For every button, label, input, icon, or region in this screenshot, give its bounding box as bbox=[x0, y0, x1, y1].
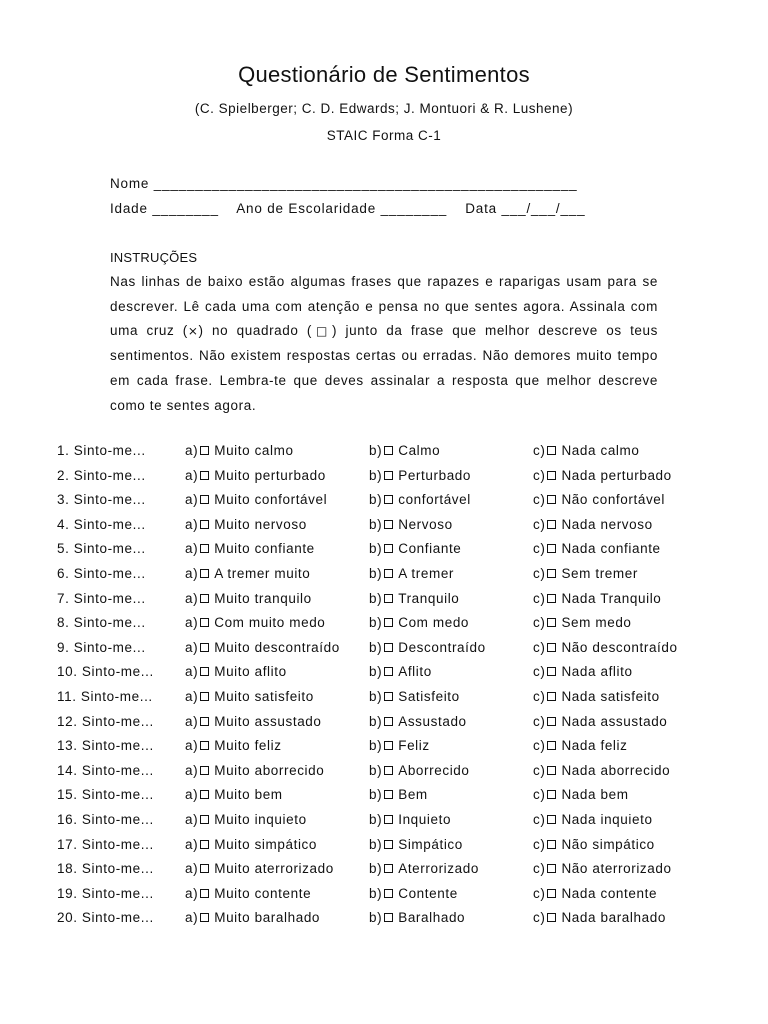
option-letter: b) bbox=[369, 738, 383, 754]
checkbox[interactable] bbox=[200, 717, 209, 726]
option-letter: c) bbox=[533, 492, 546, 508]
item-label: 2. Sinto-me... bbox=[57, 467, 146, 483]
option-a bbox=[185, 615, 325, 630]
item-label: 5. Sinto-me... bbox=[57, 541, 146, 557]
checkbox[interactable] bbox=[200, 618, 209, 627]
option-b bbox=[369, 886, 458, 901]
option-text: Não aterrorizado bbox=[561, 861, 672, 877]
form-label: STAIC Forma C-1 bbox=[326, 128, 442, 143]
option-text: Nada contente bbox=[561, 885, 658, 901]
option-a bbox=[185, 468, 326, 483]
item-label: 6. Sinto-me... bbox=[57, 565, 146, 581]
option-text: Muito assustado bbox=[214, 713, 322, 729]
option-text: Nada satisfeito bbox=[561, 688, 660, 704]
option-a bbox=[185, 787, 283, 802]
option-text: Muito baralhado bbox=[214, 910, 321, 926]
option-a bbox=[185, 714, 322, 729]
list-item bbox=[57, 640, 757, 665]
cross-symbol: ⨯ bbox=[187, 324, 199, 339]
option-text: Muito nervoso bbox=[214, 516, 307, 532]
option-letter: a) bbox=[185, 467, 199, 483]
option-text: Nada baralhado bbox=[561, 910, 666, 926]
item-label: 12. Sinto-me... bbox=[57, 713, 154, 729]
option-letter: c) bbox=[533, 885, 546, 901]
option-letter: a) bbox=[185, 615, 199, 631]
list-item bbox=[57, 443, 757, 468]
checkbox[interactable] bbox=[547, 544, 556, 553]
list-item bbox=[57, 566, 757, 591]
option-text: Nada perturbado bbox=[561, 467, 672, 483]
option-text: Tranquilo bbox=[398, 590, 460, 606]
option-letter: b) bbox=[369, 836, 383, 852]
option-text: Confiante bbox=[398, 541, 462, 557]
option-c bbox=[533, 566, 638, 581]
option-letter: b) bbox=[369, 492, 383, 508]
option-b bbox=[369, 787, 428, 802]
name-field[interactable]: Nome ___________________________________________________ bbox=[110, 176, 578, 191]
item-label: 18. Sinto-me... bbox=[57, 861, 154, 877]
option-text: Perturbado bbox=[398, 467, 472, 483]
option-b bbox=[369, 615, 469, 630]
option-text: Baralhado bbox=[398, 910, 466, 926]
checkbox[interactable] bbox=[200, 495, 209, 504]
item-label: 19. Sinto-me... bbox=[57, 885, 154, 901]
option-a bbox=[185, 591, 312, 606]
option-letter: b) bbox=[369, 541, 383, 557]
option-text: Muito inquieto bbox=[214, 811, 307, 827]
option-letter: a) bbox=[185, 738, 199, 754]
option-a bbox=[185, 837, 317, 852]
option-a bbox=[185, 910, 320, 925]
option-c bbox=[533, 689, 660, 704]
option-text: Com medo bbox=[398, 615, 470, 631]
option-c bbox=[533, 640, 678, 655]
item-label: 11. Sinto-me... bbox=[57, 688, 153, 704]
list-item bbox=[57, 861, 757, 886]
option-b bbox=[369, 837, 463, 852]
option-letter: a) bbox=[185, 688, 199, 704]
option-text: Nada aborrecido bbox=[561, 762, 671, 778]
checkbox[interactable] bbox=[547, 815, 556, 824]
checkbox[interactable] bbox=[547, 618, 556, 627]
option-text: Nada confiante bbox=[561, 541, 661, 557]
option-a bbox=[185, 443, 294, 458]
option-b bbox=[369, 468, 471, 483]
list-item bbox=[57, 591, 757, 616]
option-text: A tremer bbox=[398, 565, 455, 581]
option-letter: a) bbox=[185, 664, 199, 680]
age-year-date-fields[interactable]: Idade ________ Ano de Escolaridade ________ Data ___/___/___ bbox=[110, 201, 586, 216]
option-text: Satisfeito bbox=[398, 688, 460, 704]
option-letter: b) bbox=[369, 639, 383, 655]
option-text: Sem medo bbox=[561, 615, 632, 631]
option-letter: c) bbox=[533, 565, 546, 581]
option-a bbox=[185, 738, 282, 753]
option-letter: b) bbox=[369, 811, 383, 827]
checkbox[interactable] bbox=[200, 446, 209, 455]
item-label: 3. Sinto-me... bbox=[57, 492, 146, 508]
checkbox[interactable] bbox=[547, 643, 556, 652]
option-letter: c) bbox=[533, 787, 546, 803]
option-text: Nada Tranquilo bbox=[561, 590, 662, 606]
checkbox[interactable] bbox=[200, 766, 209, 775]
option-text: Nada inquieto bbox=[561, 811, 653, 827]
option-b bbox=[369, 738, 430, 753]
option-letter: c) bbox=[533, 688, 546, 704]
option-letter: b) bbox=[369, 910, 383, 926]
option-a bbox=[185, 812, 307, 827]
instructions-part-2: ) no quadrado ( bbox=[198, 323, 312, 339]
list-item bbox=[57, 837, 757, 862]
option-c bbox=[533, 861, 672, 876]
option-letter: c) bbox=[533, 615, 546, 631]
list-item bbox=[57, 886, 757, 911]
instructions-part-3: ) junto da frase que melhor descreve os teus sentimentos. Não existem respostas certas ou erradas. Não demores muito tempo em cada frase. Lembra-te que deves assinalar a resposta que melhor descreve como te sentes agora. bbox=[110, 323, 659, 413]
checkbox[interactable] bbox=[200, 815, 209, 824]
checkbox[interactable] bbox=[200, 520, 209, 529]
checkbox[interactable] bbox=[547, 471, 556, 480]
instructions-text bbox=[110, 270, 658, 418]
checkbox[interactable] bbox=[547, 594, 556, 603]
option-text: Aborrecido bbox=[398, 762, 470, 778]
option-text: confortável bbox=[398, 492, 471, 508]
checkbox[interactable] bbox=[547, 889, 556, 898]
item-label: 1. Sinto-me... bbox=[57, 443, 146, 458]
option-letter: b) bbox=[369, 615, 383, 631]
checkbox[interactable] bbox=[384, 594, 393, 603]
option-letter: a) bbox=[185, 639, 199, 655]
option-c bbox=[533, 591, 661, 606]
option-text: Bem bbox=[398, 787, 428, 803]
checkbox[interactable] bbox=[200, 790, 209, 799]
option-letter: c) bbox=[533, 516, 546, 532]
checkbox[interactable] bbox=[200, 544, 209, 553]
option-c bbox=[533, 443, 640, 458]
option-a bbox=[185, 492, 327, 507]
option-letter: c) bbox=[533, 443, 546, 458]
checkbox[interactable] bbox=[200, 864, 209, 873]
option-a bbox=[185, 640, 340, 655]
checkbox[interactable] bbox=[384, 864, 393, 873]
option-c bbox=[533, 910, 666, 925]
option-text: Muito simpático bbox=[214, 836, 318, 852]
option-text: Nada feliz bbox=[561, 738, 628, 754]
option-text: Muito aterrorizado bbox=[214, 861, 334, 877]
checkbox[interactable] bbox=[547, 741, 556, 750]
option-b bbox=[369, 861, 479, 876]
option-b bbox=[369, 640, 486, 655]
option-letter: a) bbox=[185, 590, 199, 606]
item-label: 10. Sinto-me... bbox=[57, 664, 154, 680]
checkbox[interactable] bbox=[547, 667, 556, 676]
list-item bbox=[57, 664, 757, 689]
option-text: Muito bem bbox=[214, 787, 283, 803]
option-letter: a) bbox=[185, 787, 199, 803]
checkbox[interactable] bbox=[384, 889, 393, 898]
option-letter: a) bbox=[185, 713, 199, 729]
list-item bbox=[57, 689, 757, 714]
checkbox[interactable] bbox=[200, 741, 209, 750]
checkbox[interactable] bbox=[200, 889, 209, 898]
option-text: Muito aflito bbox=[214, 664, 287, 680]
option-c bbox=[533, 738, 628, 753]
option-text: Nada nervoso bbox=[561, 516, 653, 532]
option-text: Muito calmo bbox=[214, 443, 294, 458]
checkbox[interactable] bbox=[547, 520, 556, 529]
checkbox[interactable] bbox=[384, 717, 393, 726]
option-letter: a) bbox=[185, 762, 199, 778]
option-letter: c) bbox=[533, 836, 546, 852]
option-text: Muito tranquilo bbox=[214, 590, 312, 606]
option-a bbox=[185, 886, 311, 901]
option-text: Nervoso bbox=[398, 516, 453, 532]
option-letter: b) bbox=[369, 443, 383, 458]
checkbox[interactable] bbox=[200, 594, 209, 603]
list-item bbox=[57, 541, 757, 566]
option-text: Assustado bbox=[398, 713, 467, 729]
option-text: Nada calmo bbox=[561, 443, 640, 458]
checkbox[interactable] bbox=[547, 446, 556, 455]
option-letter: b) bbox=[369, 565, 383, 581]
checkbox[interactable] bbox=[200, 471, 209, 480]
checkbox[interactable] bbox=[200, 692, 209, 701]
list-item bbox=[57, 763, 757, 788]
checkbox[interactable] bbox=[384, 495, 393, 504]
checkbox[interactable] bbox=[384, 840, 393, 849]
option-a bbox=[185, 763, 324, 778]
list-item bbox=[57, 517, 757, 542]
list-item bbox=[57, 615, 757, 640]
option-text: Muito confiante bbox=[214, 541, 315, 557]
option-c bbox=[533, 812, 653, 827]
option-c bbox=[533, 837, 655, 852]
option-text: Muito aborrecido bbox=[214, 762, 325, 778]
checkbox[interactable] bbox=[547, 913, 556, 922]
checkbox[interactable] bbox=[200, 840, 209, 849]
item-label: 7. Sinto-me... bbox=[57, 590, 146, 606]
option-a bbox=[185, 861, 334, 876]
list-item bbox=[57, 910, 757, 935]
checkbox[interactable] bbox=[547, 790, 556, 799]
item-label: 13. Sinto-me... bbox=[57, 738, 154, 754]
option-a bbox=[185, 541, 315, 556]
option-c bbox=[533, 615, 632, 630]
list-item bbox=[57, 738, 757, 763]
option-b bbox=[369, 910, 465, 925]
option-letter: b) bbox=[369, 885, 383, 901]
option-letter: a) bbox=[185, 910, 199, 926]
list-item bbox=[57, 787, 757, 812]
checkbox[interactable] bbox=[547, 766, 556, 775]
checkbox[interactable] bbox=[384, 471, 393, 480]
option-text: Inquieto bbox=[398, 811, 452, 827]
option-text: Nada aflito bbox=[561, 664, 633, 680]
option-c bbox=[533, 468, 672, 483]
option-letter: a) bbox=[185, 811, 199, 827]
option-letter: c) bbox=[533, 762, 546, 778]
option-letter: a) bbox=[185, 516, 199, 532]
checkbox[interactable] bbox=[384, 446, 393, 455]
option-b bbox=[369, 714, 467, 729]
option-text: Contente bbox=[398, 885, 458, 901]
option-text: Com muito medo bbox=[214, 615, 326, 631]
checkbox[interactable] bbox=[547, 717, 556, 726]
instructions-part-1: Nas linhas de baixo estão algumas frases que rapazes e raparigas usam para se descrever. Lê cada uma com atenção e pensa no que sentes agora. Assinala com uma cruz ( bbox=[110, 274, 658, 339]
checkbox[interactable] bbox=[384, 815, 393, 824]
option-letter: b) bbox=[369, 713, 383, 729]
item-label: 14. Sinto-me... bbox=[57, 762, 154, 778]
option-letter: b) bbox=[369, 467, 383, 483]
checkbox[interactable] bbox=[384, 913, 393, 922]
option-letter: c) bbox=[533, 664, 546, 680]
item-label: 20. Sinto-me... bbox=[57, 910, 154, 926]
option-c bbox=[533, 664, 633, 679]
list-item bbox=[57, 492, 757, 517]
option-text: Nada bem bbox=[561, 787, 629, 803]
option-a bbox=[185, 664, 287, 679]
checkbox[interactable] bbox=[547, 840, 556, 849]
option-letter: b) bbox=[369, 688, 383, 704]
option-c bbox=[533, 492, 665, 507]
option-letter: c) bbox=[533, 467, 546, 483]
option-text: Muito satisfeito bbox=[214, 688, 314, 704]
option-letter: a) bbox=[185, 861, 199, 877]
option-a bbox=[185, 517, 307, 532]
page-title: Questionário de Sentimentos bbox=[238, 62, 530, 87]
option-text: Muito descontraído bbox=[214, 639, 340, 655]
option-b bbox=[369, 763, 470, 778]
option-letter: b) bbox=[369, 590, 383, 606]
checkbox[interactable] bbox=[384, 667, 393, 676]
option-text: Aflito bbox=[398, 664, 432, 680]
item-label: 15. Sinto-me... bbox=[57, 787, 154, 803]
option-c bbox=[533, 517, 653, 532]
option-a bbox=[185, 689, 314, 704]
option-text: Nada assustado bbox=[561, 713, 668, 729]
option-b bbox=[369, 517, 453, 532]
instructions-heading: INSTRUÇÕES bbox=[110, 250, 198, 265]
option-letter: c) bbox=[533, 910, 546, 926]
option-letter: b) bbox=[369, 787, 383, 803]
option-letter: b) bbox=[369, 762, 383, 778]
option-letter: b) bbox=[369, 861, 383, 877]
box-symbol: □ bbox=[312, 324, 333, 339]
item-label: 16. Sinto-me... bbox=[57, 811, 154, 827]
option-c bbox=[533, 886, 657, 901]
item-label: 9. Sinto-me... bbox=[57, 639, 146, 655]
option-b bbox=[369, 443, 440, 458]
checkbox[interactable] bbox=[547, 569, 556, 578]
option-b bbox=[369, 492, 471, 507]
option-c bbox=[533, 787, 629, 802]
option-b bbox=[369, 664, 432, 679]
checkbox[interactable] bbox=[547, 864, 556, 873]
item-label: 4. Sinto-me... bbox=[57, 516, 146, 532]
option-b bbox=[369, 689, 460, 704]
option-b bbox=[369, 541, 461, 556]
option-a bbox=[185, 566, 310, 581]
option-letter: c) bbox=[533, 541, 546, 557]
checkbox[interactable] bbox=[384, 790, 393, 799]
option-text: Descontraído bbox=[398, 639, 486, 655]
checkbox[interactable] bbox=[384, 643, 393, 652]
option-letter: c) bbox=[533, 590, 546, 606]
authors-line: (C. Spielberger; C. D. Edwards; J. Montuori & R. Lushene) bbox=[194, 101, 574, 116]
list-item bbox=[57, 812, 757, 837]
option-text: Simpático bbox=[398, 836, 463, 852]
option-b bbox=[369, 566, 454, 581]
checkbox[interactable] bbox=[547, 495, 556, 504]
items-list bbox=[57, 443, 757, 935]
option-letter: c) bbox=[533, 738, 546, 754]
option-text: A tremer muito bbox=[214, 565, 311, 581]
option-text: Não simpático bbox=[561, 836, 655, 852]
option-letter: c) bbox=[533, 811, 546, 827]
checkbox[interactable] bbox=[384, 520, 393, 529]
option-letter: a) bbox=[185, 836, 199, 852]
option-letter: a) bbox=[185, 565, 199, 581]
checkbox[interactable] bbox=[200, 913, 209, 922]
option-b bbox=[369, 591, 459, 606]
option-c bbox=[533, 763, 670, 778]
option-letter: a) bbox=[185, 885, 199, 901]
checkbox[interactable] bbox=[384, 569, 393, 578]
option-letter: c) bbox=[533, 713, 546, 729]
option-text: Feliz bbox=[398, 738, 430, 754]
checkbox[interactable] bbox=[384, 692, 393, 701]
option-c bbox=[533, 541, 661, 556]
checkbox[interactable] bbox=[384, 544, 393, 553]
item-label: 8. Sinto-me... bbox=[57, 615, 146, 631]
checkbox[interactable] bbox=[200, 643, 209, 652]
option-text: Muito confortável bbox=[214, 492, 328, 508]
checkbox[interactable] bbox=[384, 741, 393, 750]
option-text: Sem tremer bbox=[561, 565, 638, 581]
option-letter: a) bbox=[185, 492, 199, 508]
option-text: Aterrorizado bbox=[398, 861, 479, 877]
option-letter: a) bbox=[185, 443, 199, 458]
option-c bbox=[533, 714, 667, 729]
option-text: Muito feliz bbox=[214, 738, 282, 754]
option-text: Muito contente bbox=[214, 885, 312, 901]
option-b bbox=[369, 812, 451, 827]
list-item bbox=[57, 468, 757, 493]
option-text: Não confortável bbox=[561, 492, 666, 508]
option-text: Muito perturbado bbox=[214, 467, 326, 483]
option-text: Calmo bbox=[398, 443, 441, 458]
option-letter: c) bbox=[533, 861, 546, 877]
option-letter: b) bbox=[369, 516, 383, 532]
option-letter: b) bbox=[369, 664, 383, 680]
item-label: 17. Sinto-me... bbox=[57, 836, 154, 852]
checkbox[interactable] bbox=[200, 667, 209, 676]
checkbox[interactable] bbox=[200, 569, 209, 578]
option-letter: c) bbox=[533, 639, 546, 655]
checkbox[interactable] bbox=[384, 766, 393, 775]
list-item bbox=[57, 714, 757, 739]
checkbox[interactable] bbox=[384, 618, 393, 627]
option-letter: a) bbox=[185, 541, 199, 557]
checkbox[interactable] bbox=[547, 692, 556, 701]
option-text: Não descontraído bbox=[561, 639, 678, 655]
